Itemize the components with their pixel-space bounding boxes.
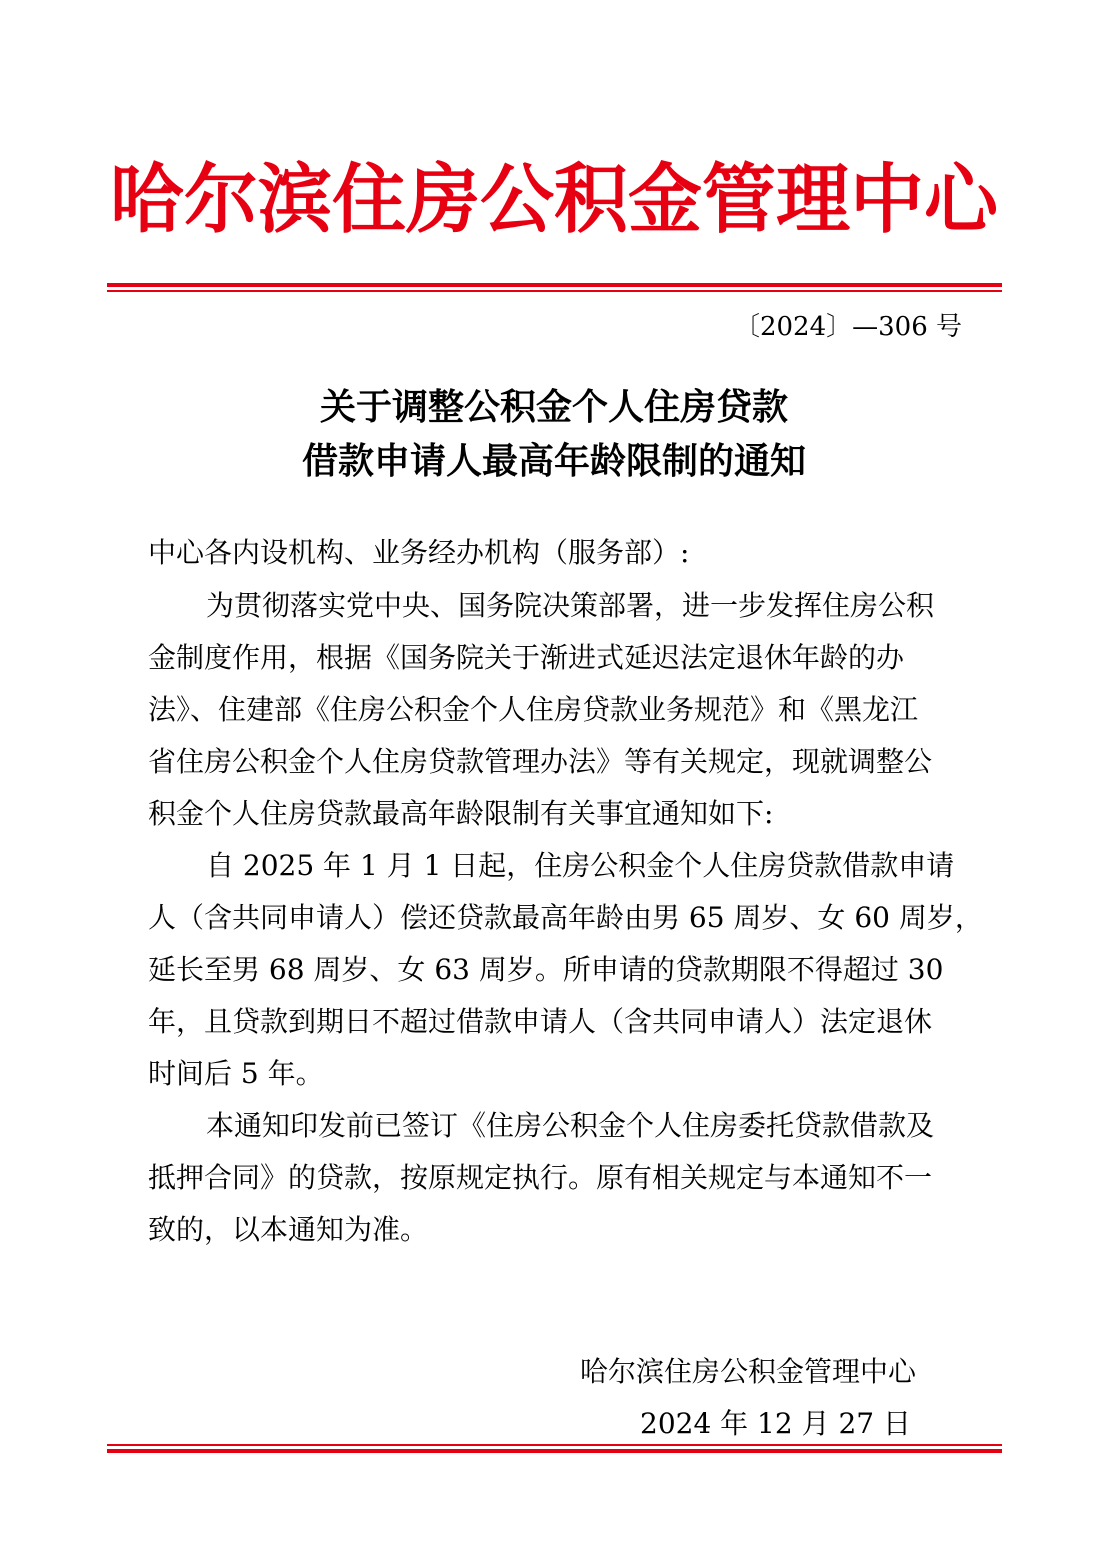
paragraph-3-line: 抵押合同》的贷款，按原规定执行。原有相关规定与本通知不一	[148, 1161, 933, 1194]
signature-issuer: 哈尔滨住房公积金管理中心	[580, 1355, 917, 1388]
paragraph-1-line: 金制度作用，根据《国务院关于渐进式延迟法定退休年龄的办	[148, 641, 905, 674]
footer-divider-thin	[107, 1444, 1002, 1446]
masthead-agency-name: 哈尔滨住房公积金管理中心	[110, 156, 998, 244]
salutation: 中心各内设机构、业务经办机构（服务部）:	[148, 536, 690, 569]
paragraph-2-line: 自 2025 年 1 月 1 日起，住房公积金个人住房贷款借款申请	[206, 849, 955, 882]
paragraph-1-line: 为贯彻落实党中央、国务院决策部署，进一步发挥住房公积	[206, 589, 935, 622]
paragraph-2-line: 时间后 5 年。	[148, 1057, 324, 1090]
masthead-divider-thick	[107, 283, 1002, 287]
paragraph-1-line: 法》、住建部《住房公积金个人住房贷款业务规范》和《黑龙江	[148, 693, 919, 726]
paragraph-3-line: 致的，以本通知为准。	[148, 1213, 429, 1246]
paragraph-3-line: 本通知印发前已签订《住房公积金个人住房委托贷款借款及	[206, 1109, 935, 1142]
paragraph-2-line: 延长至男 68 周岁、女 63 周岁。所申请的贷款期限不得超过 30	[148, 953, 944, 986]
masthead-divider-thin	[107, 290, 1002, 292]
footer-divider-thick	[107, 1449, 1002, 1453]
title-line-2: 借款申请人最高年龄限制的通知	[301, 441, 806, 482]
document-number: 〔2024〕—306 号	[733, 312, 962, 342]
signature-date: 2024 年 12 月 27 日	[640, 1407, 912, 1440]
paragraph-1-line: 积金个人住房贷款最高年龄限制有关事宜通知如下:	[148, 797, 774, 830]
title-line-1: 关于调整公积金个人住房贷款	[319, 387, 788, 428]
paragraph-1-line: 省住房公积金个人住房贷款管理办法》等有关规定，现就调整公	[148, 745, 933, 778]
paragraph-2-line: 年，且贷款到期日不超过借款申请人（含共同申请人）法定退休	[148, 1005, 933, 1038]
paragraph-2-line: 人（含共同申请人）偿还贷款最高年龄由男 65 周岁、女 60 周岁，	[148, 901, 983, 934]
